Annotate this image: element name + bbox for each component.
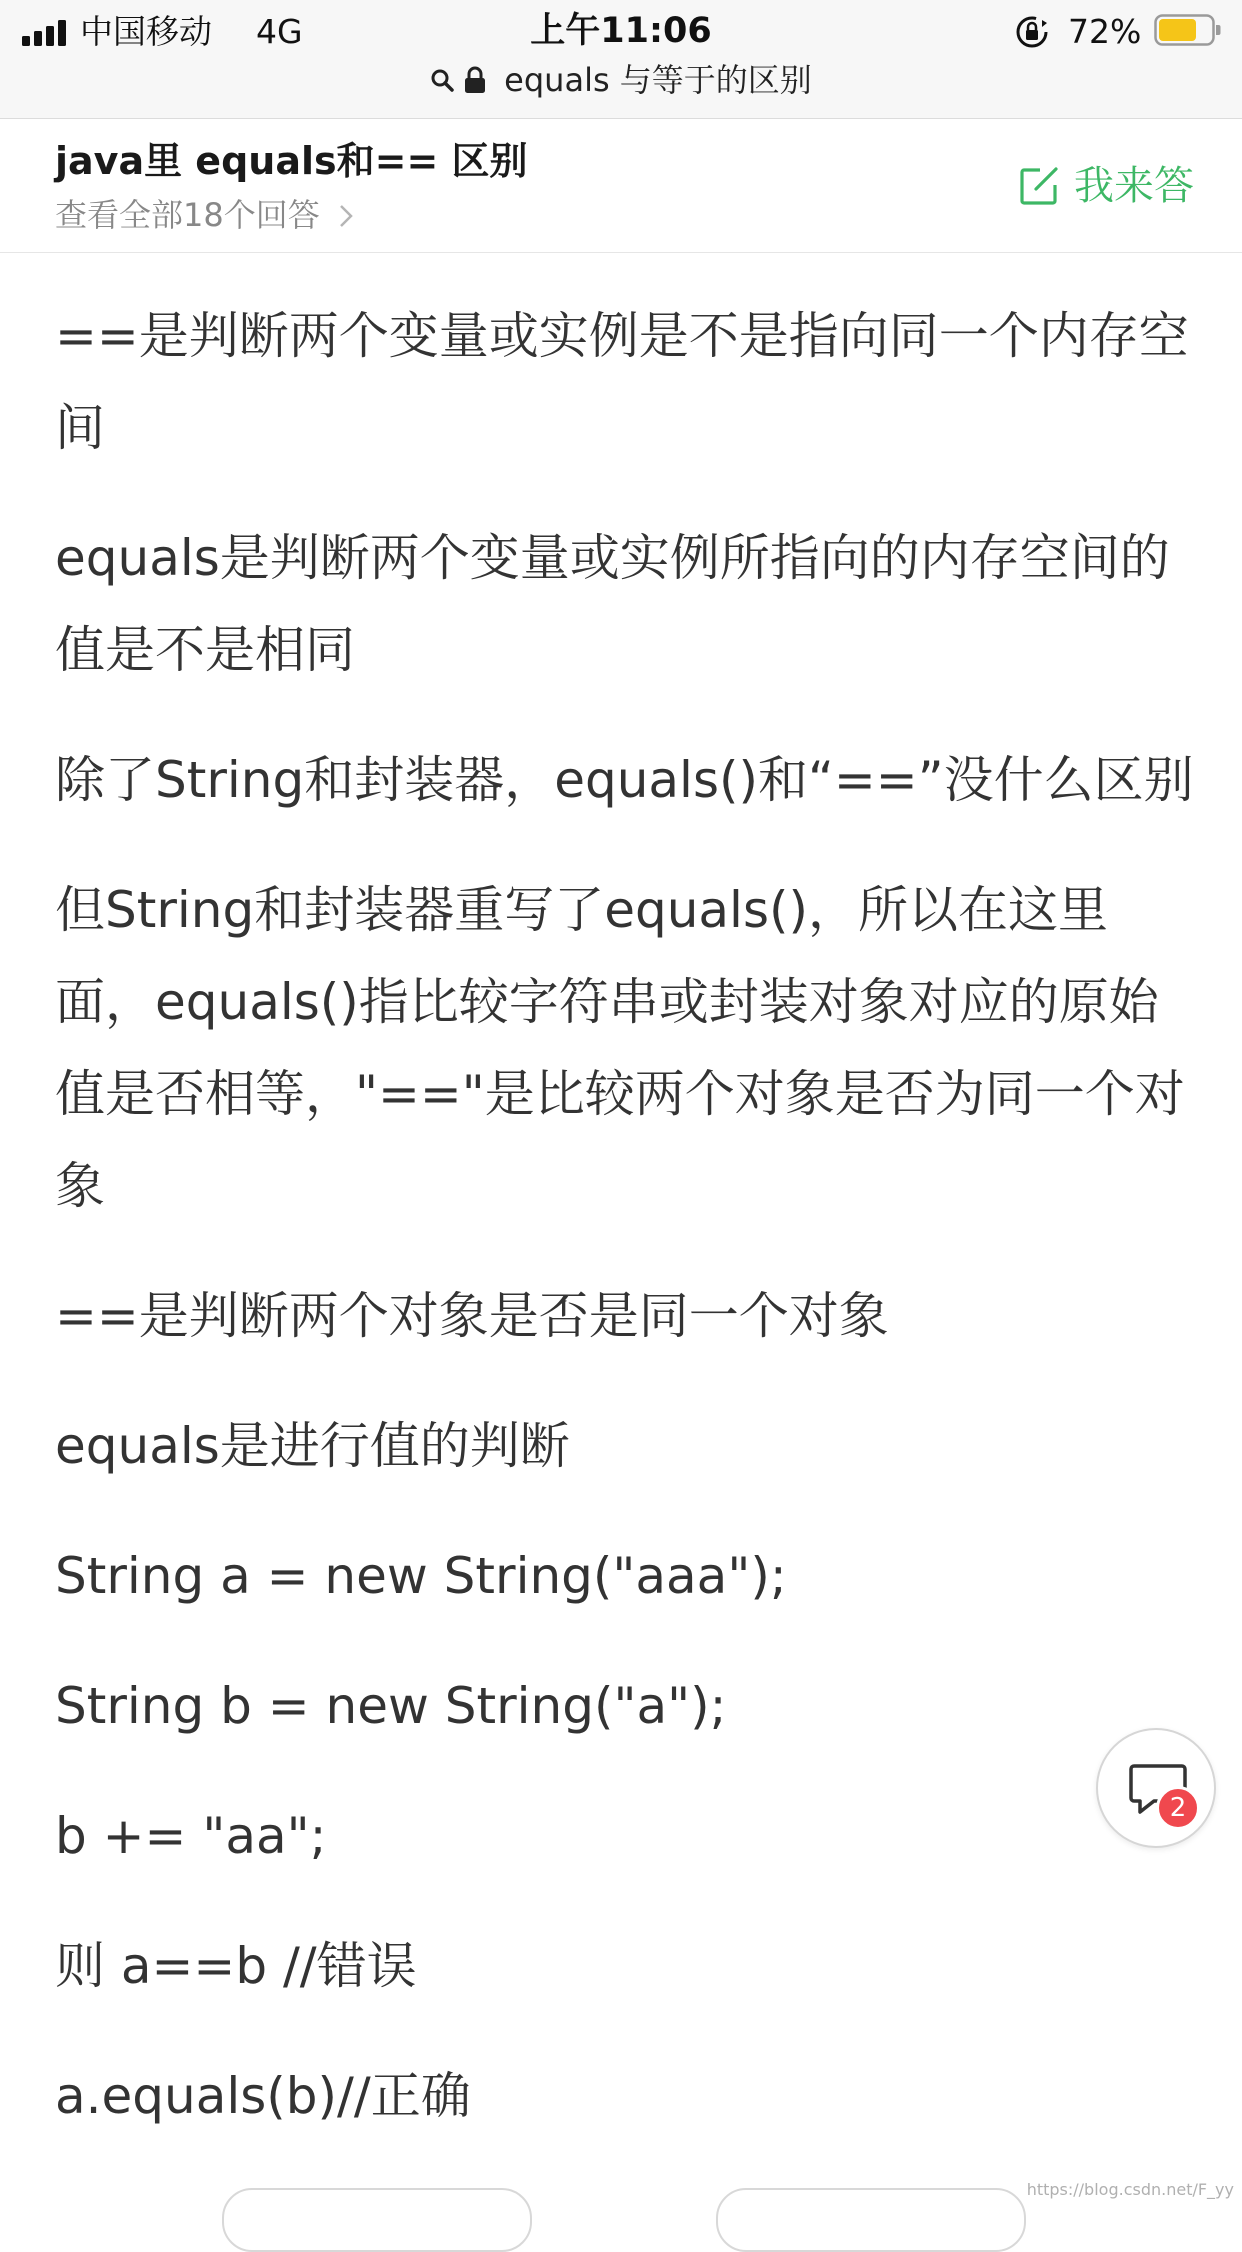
answer-paragraph: 则 a==b //错误 xyxy=(55,1937,417,1995)
answer-paragraph: ==是判断两个变量或实例是不是指向同一个内存空间 xyxy=(55,307,1189,457)
url-text: equals 与等于的区别 xyxy=(504,61,812,99)
watermark: https://blog.csdn.net/F_yy xyxy=(1026,2180,1234,2199)
view-all-answers-link[interactable] xyxy=(55,193,354,237)
answer-button-label: 我来答 xyxy=(1074,163,1194,209)
answer-paragraph: equals是进行值的判断 xyxy=(55,1417,570,1475)
answer-paragraph: equals是判断两个变量或实例所指向的内存空间的值是不是相同 xyxy=(55,529,1170,679)
answer-paragraph: a.equals(b)//正确 xyxy=(55,2067,471,2125)
code-line: b += "aa"; xyxy=(55,1807,327,1865)
answer-paragraph: 但String和封装器重写了equals()，所以在这里面，equals()指比较字符串或封装对象对应的原始值是否相等，"=="是比较两个对象是否为同一个对象 xyxy=(55,881,1185,1215)
question-header xyxy=(0,119,1242,253)
code-line: String a = new String("aaa"); xyxy=(55,1547,787,1605)
edit-icon xyxy=(1018,165,1060,207)
status-time: 上午11:06 xyxy=(530,11,712,51)
answer-content xyxy=(55,290,1195,2180)
answer-paragraph: 除了String和封装器，equals()和“==”没什么区别 xyxy=(55,751,1194,809)
answer-paragraph: ==是判断两个对象是否是同一个对象 xyxy=(55,1287,889,1345)
url-bar[interactable] xyxy=(0,58,1242,104)
code-line: String b = new String("a"); xyxy=(55,1677,727,1735)
network-type: 4G xyxy=(256,12,303,51)
bottom-action-button-right[interactable] xyxy=(716,2188,1026,2252)
chevron-right-icon xyxy=(338,203,354,229)
answer-button[interactable] xyxy=(1018,159,1194,213)
comment-count-badge: 2 xyxy=(1156,1786,1200,1830)
bottom-action-button-left[interactable] xyxy=(222,2188,532,2252)
browser-top-bar xyxy=(0,0,1242,119)
battery-percent: 72% xyxy=(1068,12,1142,51)
search-icon xyxy=(430,68,454,92)
view-all-answers-label: 查看全部18个回答 xyxy=(55,196,320,234)
carrier-name: 中国移动 xyxy=(80,12,212,51)
comment-button[interactable] xyxy=(1096,1728,1216,1848)
question-title: java里 equals和== 区别 xyxy=(55,139,528,183)
lock-icon xyxy=(464,66,486,94)
orientation-lock-icon xyxy=(1014,14,1050,50)
battery-icon xyxy=(1154,14,1222,46)
